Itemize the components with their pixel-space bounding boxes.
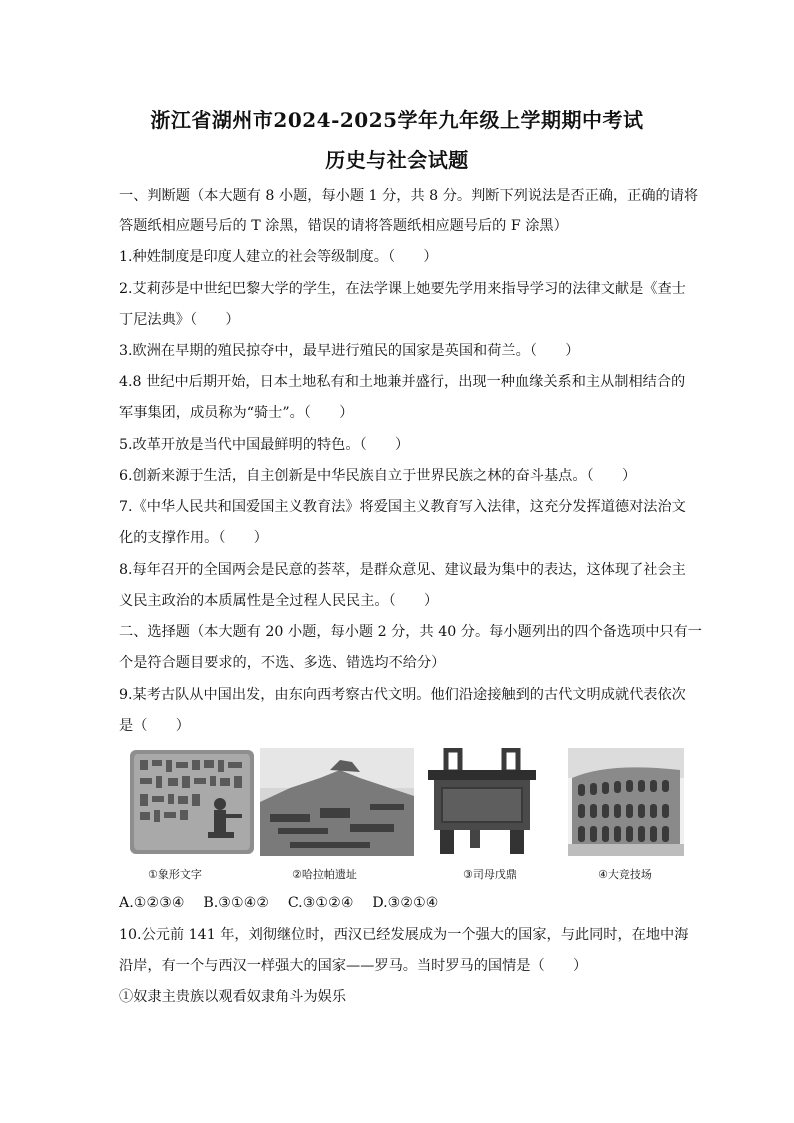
section-2-heading: 二、选择题（本大题有 20 小题，每小题 2 分，共 40 分。每小题列出的四个备选项中只有一	[119, 624, 702, 640]
question-8: 8.每年召开的全国两会是民意的荟萃，是群众意见、建议最为集中的表达，这体现了社会主	[119, 562, 686, 578]
bronze-ding-icon	[418, 748, 548, 856]
figure-2-caption: ②哈拉帕遗址	[292, 868, 357, 881]
question-7-cont: 化的支撑作用。（ ）	[119, 530, 268, 546]
question-9-options: A.①②③④ B.③①④② C.③①②④ D.③②①④	[119, 895, 439, 911]
page-subtitle: 历史与社会试题	[325, 148, 469, 172]
colosseum-icon	[568, 748, 686, 856]
question-7: 7.《中华人民共和国爱国主义教育法》将爱国主义教育写入法律，这充分发挥道德对法治文	[119, 499, 686, 515]
question-5: 5.改革开放是当代中国最鲜明的特色。（ ）	[119, 437, 410, 453]
question-9-cont: 是（ ）	[119, 718, 190, 734]
question-2-cont: 丁尼法典》（ ）	[119, 312, 240, 328]
section-2-instructions: 个是符合题目要求的，不选、多选、错选均不给分）	[119, 655, 446, 671]
figure-4-caption: ④大竞技场	[598, 868, 652, 881]
question-9-figures	[128, 748, 688, 882]
question-2: 2.艾莉莎是中世纪巴黎大学的学生，在法学课上她要先学用来指导学习的法律文献是《查士	[119, 281, 686, 297]
question-6: 6.创新来源于生活，自主创新是中华民族自立于世界民族之林的奋斗基点。（ ）	[119, 468, 637, 484]
question-10-statement-1: ①奴隶主贵族以观看奴隶角斗为娱乐	[119, 989, 347, 1005]
hieroglyph-tablet-icon	[128, 748, 258, 856]
page-title: 浙江省湖州市2024-2025学年九年级上学期期中考试	[150, 108, 644, 132]
question-8-cont: 义民主政治的本质属性是全过程人民民主。（ ）	[119, 593, 439, 609]
question-4: 4.8 世纪中后期开始，日本土地私有和土地兼并盛行，出现一种血缘关系和主从制相结合的	[119, 374, 686, 390]
figure-1-caption: ①象形文字	[148, 868, 202, 881]
section-1-instructions: 答题纸相应题号后的 T 涂黑，错误的请将答题纸相应题号后的 F 涂黑）	[119, 218, 568, 234]
question-9: 9.某考古队从中国出发，由东向西考察古代文明。他们沿途接触到的古代文明成就代表依次	[119, 687, 686, 703]
figure-3-caption: ③司母戊鼎	[463, 868, 517, 881]
question-4-cont: 军事集团，成员称为“骑士”。（ ）	[119, 405, 354, 421]
question-1: 1.种姓制度是印度人建立的社会等级制度。（ ）	[119, 249, 438, 265]
question-10: 10.公元前 141 年，刘彻继位时，西汉已经发展成为一个强大的国家，与此同时，在地中海	[119, 927, 689, 943]
question-3: 3.欧洲在早期的殖民掠夺中，最早进行殖民的国家是英国和荷兰。（ ）	[119, 343, 580, 359]
question-10-cont: 沿岸，有一个与西汉一样强大的国家——罗马。当时罗马的国情是（ ）	[119, 958, 588, 974]
section-1-heading: 一、判断题（本大题有 8 小题，每小题 1 分，共 8 分。判断下列说法是否正确，正确的请将	[119, 188, 699, 204]
harappa-ruins-icon	[260, 748, 416, 856]
